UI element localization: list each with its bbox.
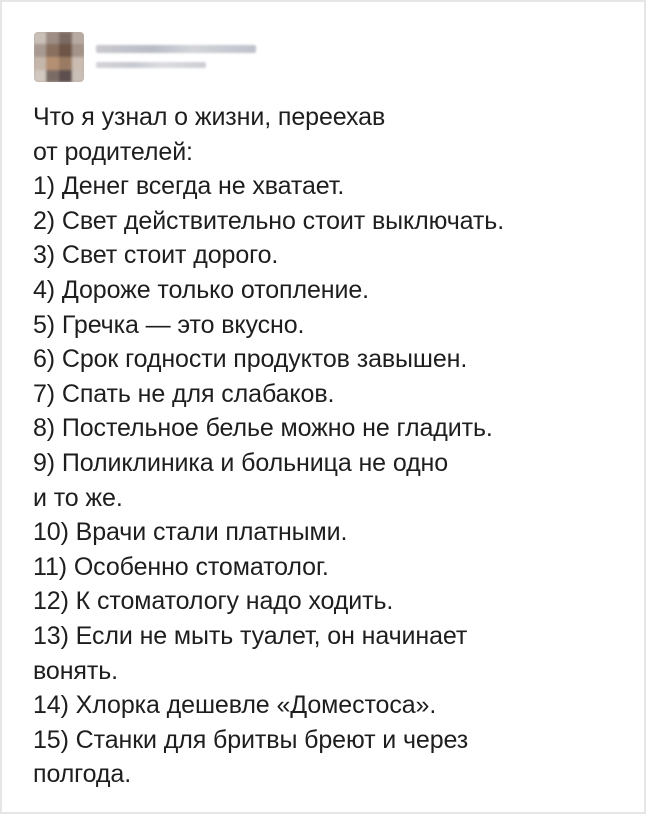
post-line: 14) Хлорка дешевле «Доместоса». [33,691,437,720]
post-line: 2) Свет действительно стоит выключать. [33,206,505,235]
post-meta-blurred [96,62,206,68]
avatar-image [34,32,84,82]
post-line: 15) Станки для бритвы бреют и через [33,725,469,754]
post-line: 12) К стоматологу надо ходить. [33,587,394,616]
post-line: 1) Денег всегда не хватает. [33,172,345,201]
avatar[interactable] [34,32,84,82]
post-header [34,32,294,92]
post-line: и то же. [33,483,123,512]
author-name-blurred[interactable] [96,45,256,53]
post-line: от родителей: [33,137,193,166]
post-line: 6) Срок годности продуктов завышен. [33,345,468,374]
post-line: 11) Особенно стоматолог. [33,552,329,581]
post-line: 10) Врачи стали платными. [33,518,348,547]
post-line: 8) Постельное белье можно не гладить. [33,414,493,443]
post-line: Что я узнал о жизни, переехав [33,103,386,131]
post-text [33,100,633,792]
post-line: 13) Если не мыть туалет, он начинает [33,621,468,650]
post-line: вонять. [33,656,118,685]
post-line: полгода. [33,760,132,789]
post-line: 7) Спать не для слабаков. [33,379,335,408]
post-line: 5) Гречка — это вкусно. [33,310,305,339]
post-line: 3) Свет стоит дорого. [33,241,279,270]
post-line: 4) Дороже только отопление. [33,275,369,304]
post-line: 9) Поликлиника и больница не одно [33,448,449,477]
